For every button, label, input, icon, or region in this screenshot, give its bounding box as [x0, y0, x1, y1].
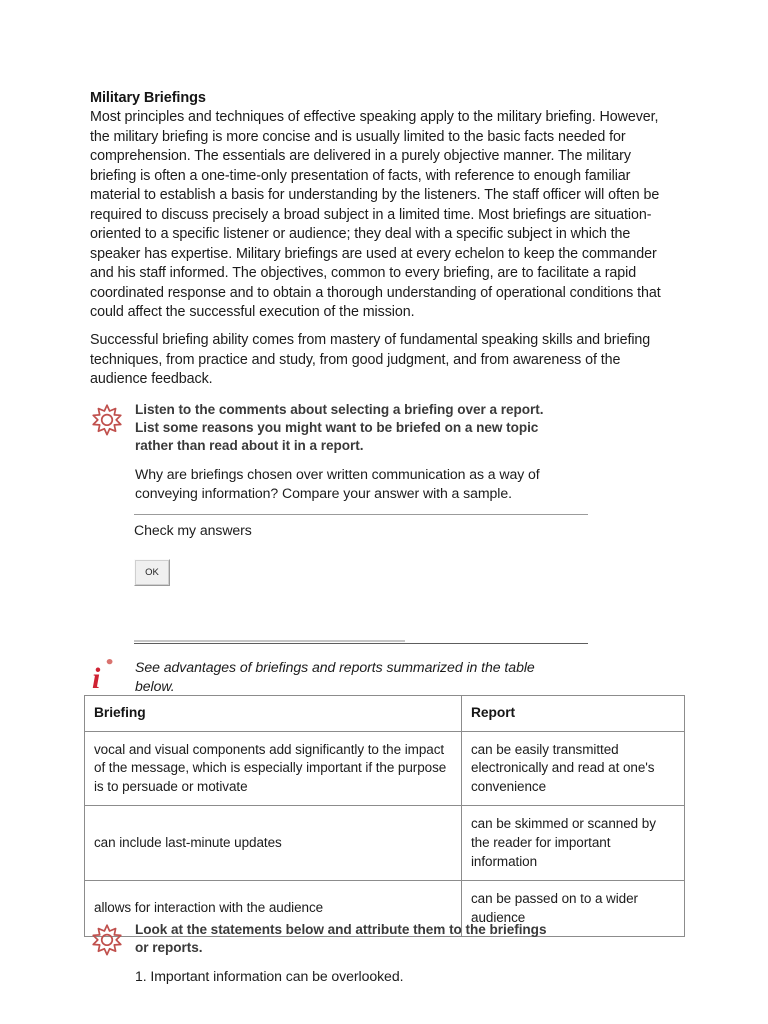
section-divider-long: [134, 643, 588, 644]
info-note-text: See advantages of briefings and reports summarized in the table below.: [135, 659, 535, 695]
table-row: [85, 731, 685, 806]
section-divider-short: [134, 640, 405, 642]
gear-burst-icon: [90, 403, 124, 437]
task-prompt-text: Listen to the comments about selecting a briefing over a report. List some reasons you might want to be briefed on a new topic rather than read about it in a report.: [135, 402, 544, 454]
list-item: 1. Important information can be overlooked.: [135, 968, 404, 985]
table-row: [85, 806, 685, 881]
task-question-text: Why are briefings chosen over written communication as a way of conveying information? Compare your answer with a sample.: [135, 465, 540, 502]
table-cell-briefing: allows for interaction with the audience: [85, 881, 462, 937]
check-answers-divider: [134, 514, 588, 515]
gear-burst-icon: [90, 923, 124, 957]
table-cell-briefing: can include last-minute updates: [85, 806, 462, 881]
table-header-row: [85, 696, 685, 732]
page-title: Military Briefings: [90, 90, 206, 106]
table-header-report: Report: [462, 696, 685, 732]
info-note: [90, 655, 680, 697]
table-header-briefing: Briefing: [85, 696, 462, 732]
table-cell-report: can be easily transmitted electronically and read at one's convenience: [462, 731, 685, 806]
task-block-attribute: [90, 920, 680, 987]
task-prompt-row: [90, 920, 680, 957]
comparison-table: [84, 695, 685, 937]
task-block-listen: [90, 400, 680, 503]
table-cell-briefing: vocal and visual components add significantly to the impact of the message, which is especially important if the purpose is to persuade or motivate: [85, 731, 462, 806]
task-prompt-text: Look at the statements below and attribute them to the briefings or reports.: [135, 922, 547, 956]
body-paragraph-2: Successful briefing ability comes from mastery of fundamental speaking skills and briefing techniques, from practice and study, from good judgment, and from awareness of the audience feedback.: [90, 332, 651, 388]
svg-text:i: i: [92, 662, 101, 695]
ok-button[interactable]: OK: [134, 559, 170, 586]
check-answers-label: Check my answers: [134, 522, 252, 538]
body-paragraph-1: Most principles and techniques of effective speaking apply to the military briefing. However, the military briefing is more concise and is usually limited to the basic facts needed for comprehension. The essentials are delivered in a purely objective manner. The military briefing is often a one-time-only presentation of facts, with reference to enough familiar material to establish a basis for understanding by the listeners. The staff officer will often be required to discuss precisely a broad subject in a limited time. Most briefings are situation-oriented to a specific listener or audience; they deal with a specific subject in which the speaker has expertise. Military briefings are used at every echelon to keep the commander and his staff informed. The objectives, common to every briefing, are to facilitate a rapid coordinated response and to obtain a thorough understanding of operational conditions that could affect the successful execution of the mission.: [90, 109, 661, 321]
table-cell-report: can be passed on to a wider audience: [462, 881, 685, 937]
table-cell-report: can be skimmed or scanned by the reader for important information: [462, 806, 685, 881]
info-i-icon: [90, 655, 122, 695]
task-prompt-row: [90, 400, 680, 456]
